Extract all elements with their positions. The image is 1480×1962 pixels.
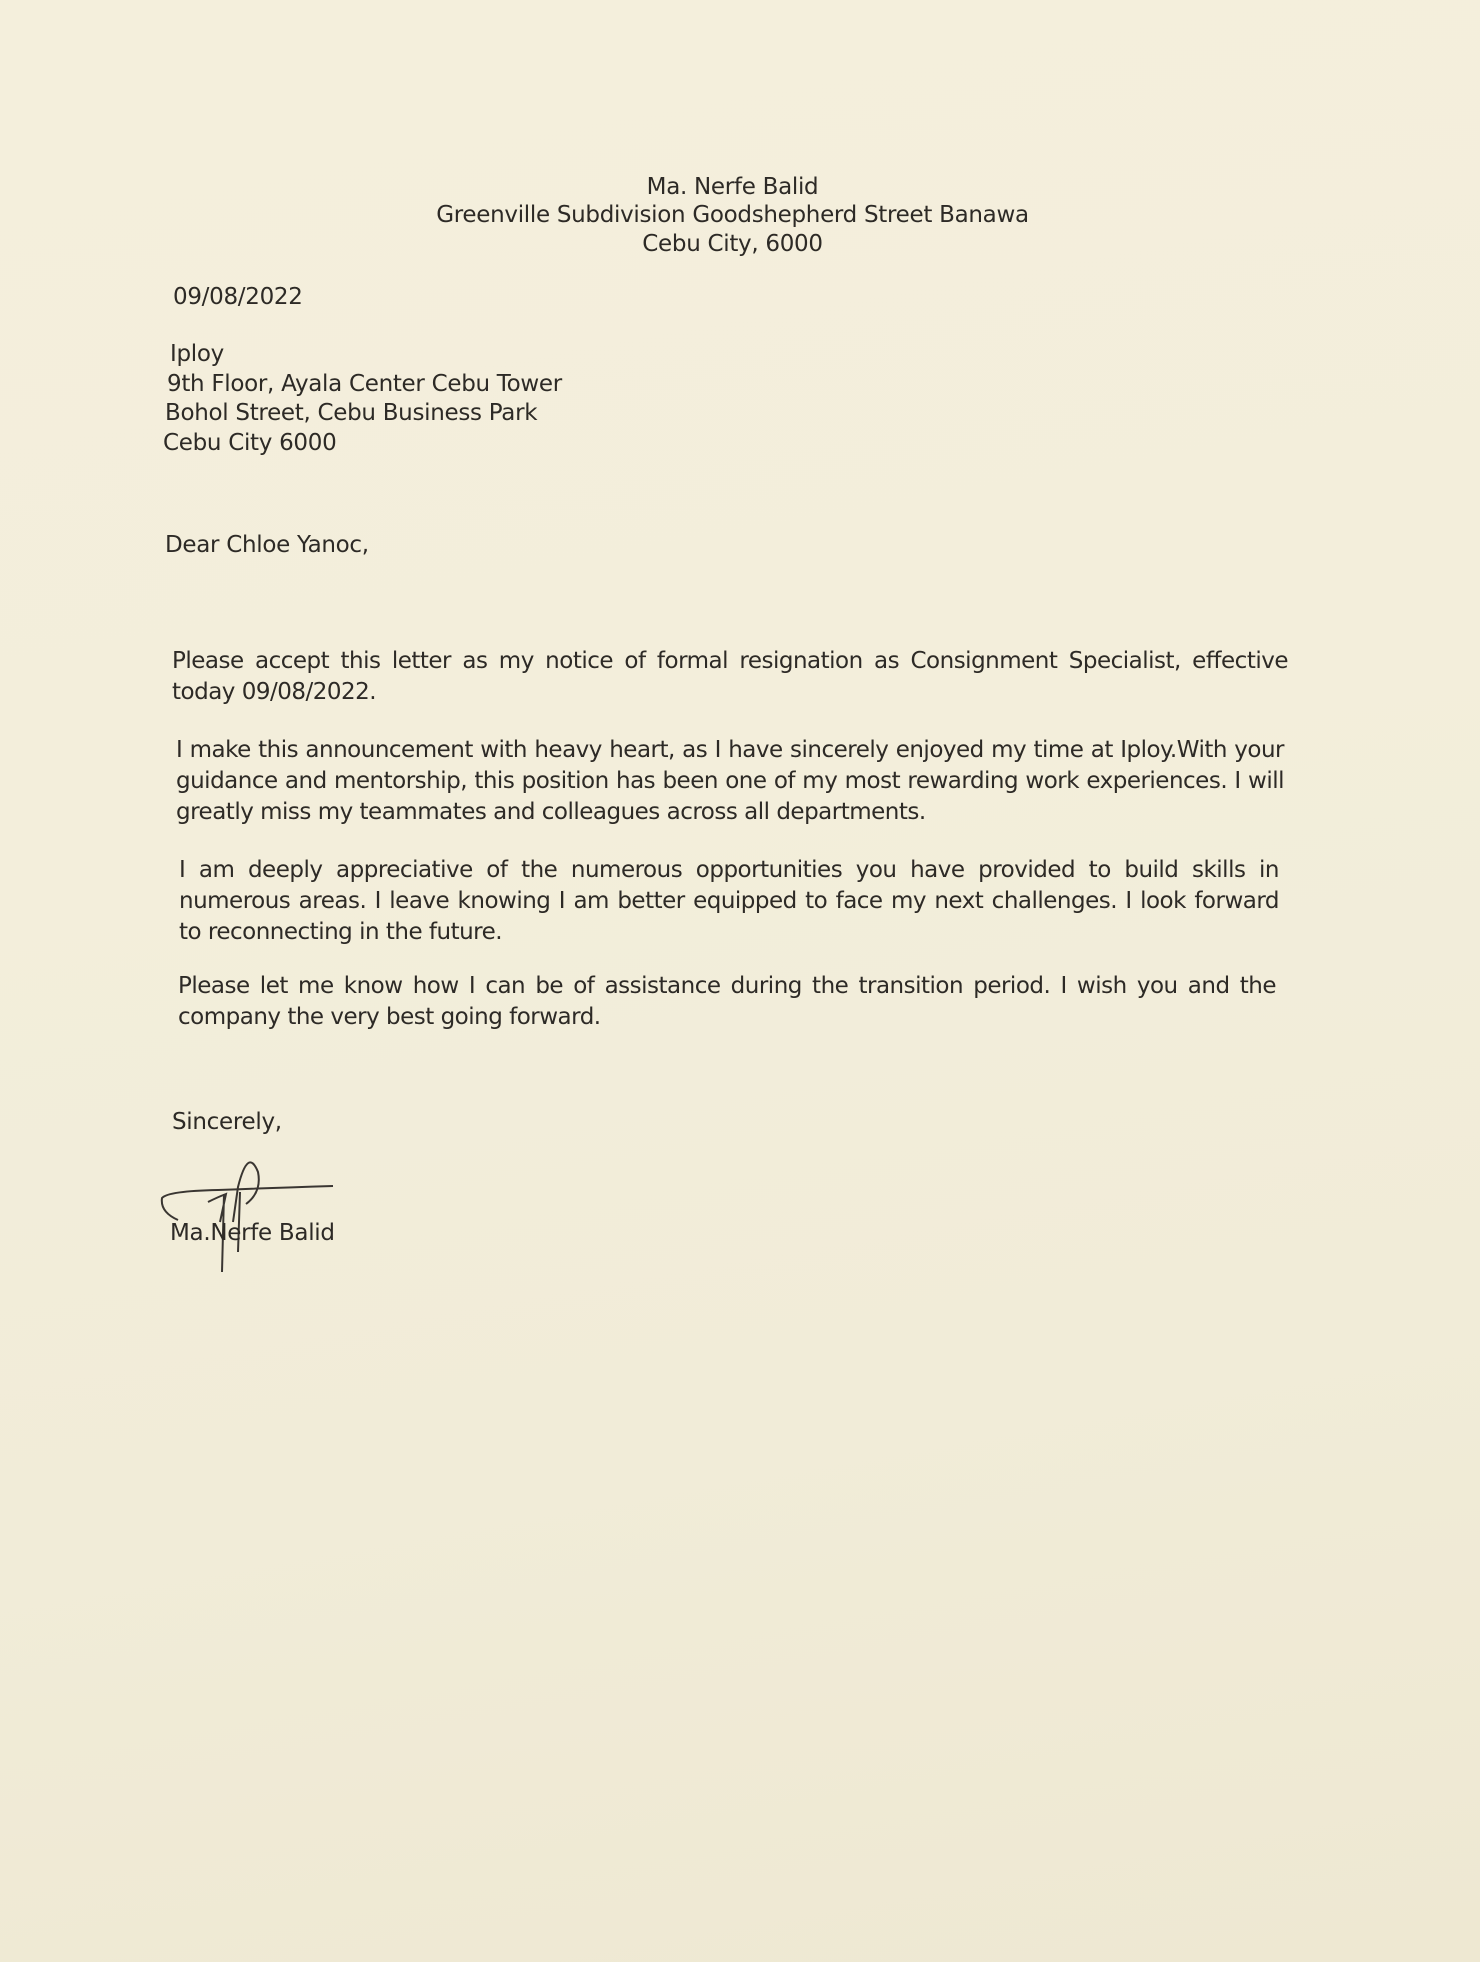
paragraph-2: I make this announcement with heavy heart, as I have sincerely enjoyed my time at Iploy.With your guidance and mentorship, this position has been one of my most rewarding work experiences. I will greatly miss my teammates and colleagues across all departments. — [176, 737, 1284, 825]
sender-name: Ma. Nerfe Balid — [646, 174, 819, 200]
salutation: Dear Chloe Yanoc, — [165, 532, 369, 558]
recipient-address-line2: Bohol Street, Cebu Business Park — [165, 400, 538, 426]
sender-city: Cebu City, 6000 — [642, 231, 823, 257]
recipient-address-line1: 9th Floor, Ayala Center Cebu Tower — [167, 371, 562, 397]
closing: Sincerely, — [172, 1109, 282, 1135]
handwritten-signature — [158, 1142, 348, 1277]
recipient-company: Iploy — [170, 341, 224, 367]
letter-date: 09/08/2022 — [173, 284, 303, 310]
paragraph-1: Please accept this letter as my notice of formal resignation as Consignment Specialist, effective today 09/08/2022. — [172, 648, 1288, 705]
sender-address: Greenville Subdivision Goodshepherd Street Banawa — [436, 202, 1029, 228]
paragraph-4: Please let me know how I can be of assistance during the transition period. I wish you and the company the very best going forward. — [178, 973, 1276, 1030]
signature-name: Ma.Nerfe Balid — [170, 1220, 335, 1246]
paragraph-3: I am deeply appreciative of the numerous opportunities you have provided to build skills in numerous areas. I leave knowing I am better equipped to face my next challenges. I look forward to reconnecting in the future. — [179, 857, 1279, 945]
recipient-address-line3: Cebu City 6000 — [163, 430, 337, 456]
